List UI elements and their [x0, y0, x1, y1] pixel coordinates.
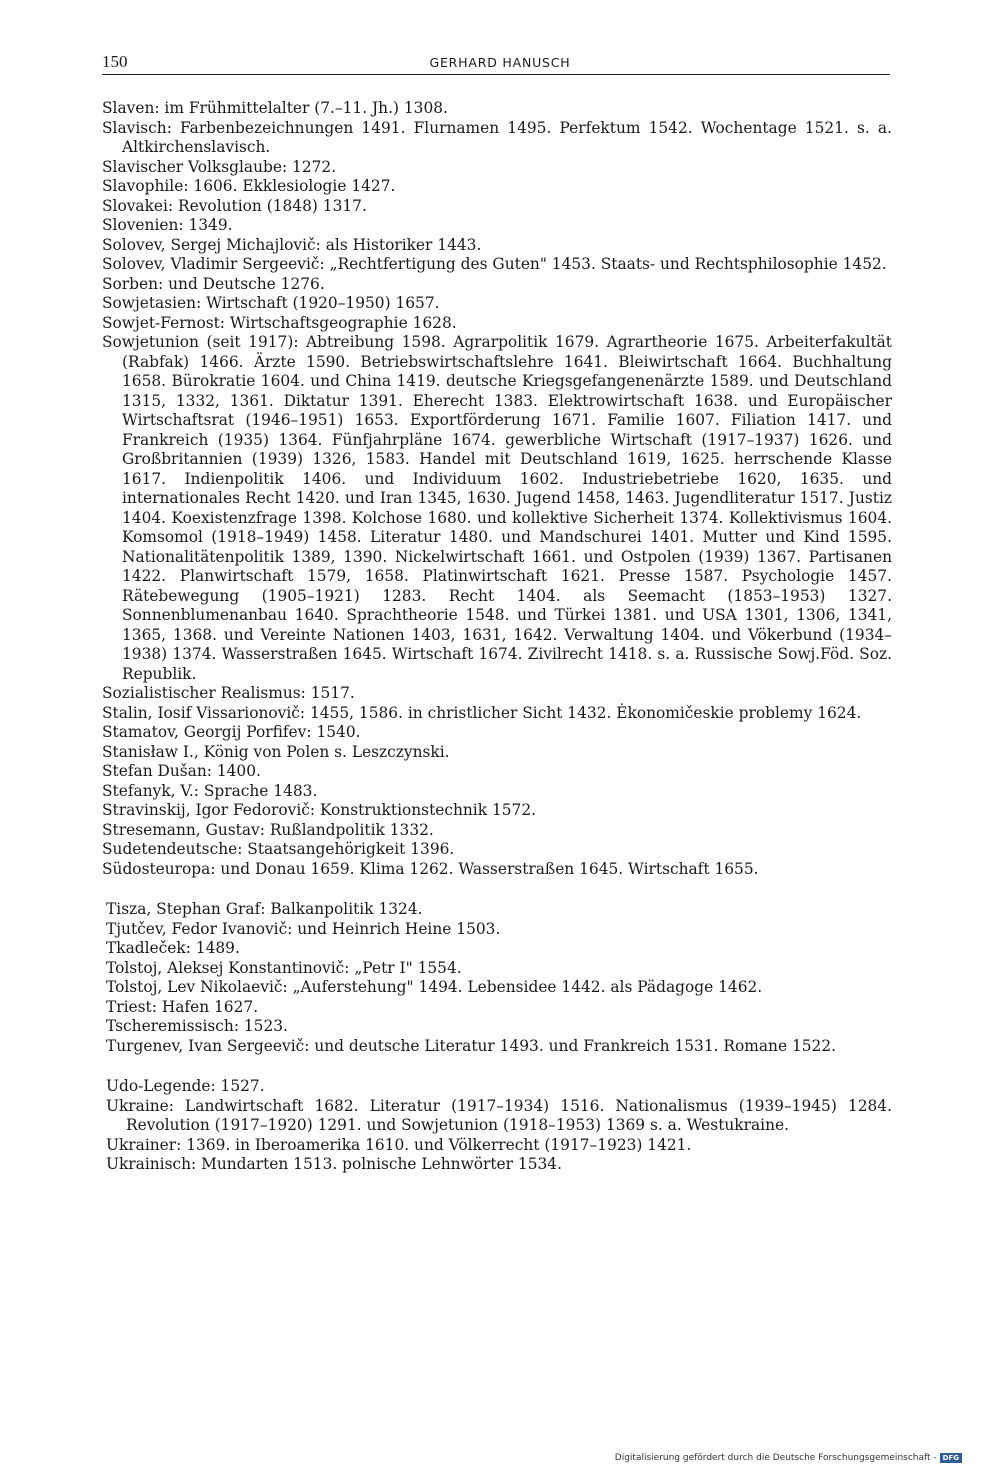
index-section	[102, 99, 892, 879]
index-entry: Slovenien: 1349.	[102, 216, 233, 234]
section-gap	[102, 879, 892, 900]
index-entry: Ukrainisch: Mundarten 1513. polnische Lehnwörter 1534.	[106, 1155, 562, 1173]
index-entry: Sowjetasien: Wirtschaft (1920–1950) 1657.	[102, 294, 440, 312]
index-entry: Slavisch: Farbenbezeichnungen 1491. Flurnamen 1495. Perfektum 1542. Wochentage 1521. s. a. Altkirchenslavisch.	[102, 118, 892, 156]
index-entry: Sowjet-Fernost: Wirtschaftsgeographie 1628.	[102, 313, 457, 332]
index-entry: Stefan Dušan: 1400.	[102, 762, 261, 780]
index-entry: Tjutčev, Fedor Ivanovič: und Heinrich Heine 1503.	[106, 919, 501, 938]
index-entry: Sorben: und Deutsche 1276.	[102, 274, 325, 293]
index-entry: Stanisław I., König von Polen s. Leszczynski.	[102, 742, 450, 761]
index-entry: Sowjetunion (seit 1917): Abtreibung 1598. Agrarpolitik 1679. Agrartheorie 1675. Arbeiterfakultät (Rabfak) 1466. Ärzte 1590. Betriebswirtschaftslehre 1641. Bleiwirtschaft 1664. Buchhaltung 1658. Bürokratie 1604. und China 1419. deutsche Kriegsgefangenenärzte 1589. und Deutschland 1315, 1332, 1361. Diktatur 1391. Eherecht 1383. Elektrowirtschaft 1638. und Europäischer Wirtschaftsrat (1946–1951) 1653. Exportförderung 1671. Familie 1607. Filiation 1417. und Frankreich (1935) 1364. Fünfjahrpläne 1674. gewerbliche Wirtschaft (1917–1937) 1626. und Großbritannien (1939) 1326, 1583. Handel mit Deutschland 1619, 1625. herrschende Klasse 1617. Indienpolitik 1406. und Individuum 1602. Industriebetriebe 1620, 1635. und internationales Recht 1420. und Iran 1345, 1630. Jugend 1458, 1463. Jugendliteratur 1517. Justiz 1404. Koexistenzfrage 1398. Kolchose 1680. und kollektive Sicherheit 1374. Kollektivismus 1604. Komsomol (1918–1949) 1458. Literatur 1480. und Mandschurei 1401. Mutter und Kind 1595. Nationalitätenpolitik 1389, 1390. Nickelwirtschaft 1661. und Ostpolen (1939) 1367. Partisanen 1422. Planwirtschaft 1579, 1658. Platinwirtschaft 1621. Presse 1587. Psychologie 1457. Rätebewegung (1905–1921) 1283. Recht 1404. als Seemacht (1853–1953) 1327. Sonnenblumenanbau 1640. Sprachtheorie 1548. und Türkei 1381. und USA 1301, 1306, 1341, 1365, 1368. und Vereinte Nationen 1403, 1631, 1642. Verwaltung 1404. und Vökerbund (1934–1938) 1374. Wasserstraßen 1645. Wirtschaft 1674. Zivilrecht 1418. s. a. Russische Sowj.Föd. Soz. Republik.	[102, 333, 892, 683]
index-entry: Stravinskij, Igor Fedorovič: Konstruktionstechnik 1572.	[102, 801, 537, 819]
index-entry: Südosteuropa: und Donau 1659. Klima 1262. Wasserstraßen 1645. Wirtschaft 1655.	[102, 859, 759, 878]
index-entry: Stalin, Iosif Vissarionovič: 1455, 1586. in christlicher Sicht 1432. Ėkonomičeskie problemy 1624.	[102, 703, 862, 722]
running-head: GERHARD HANUSCH	[429, 55, 571, 70]
index-entry: Tolstoj, Lev Nikolaevič: „Auferstehung" 1494. Lebensidee 1442. als Pädagoge 1462.	[106, 978, 763, 996]
header-rule	[102, 74, 890, 75]
index-entry: Tscheremissisch: 1523.	[106, 1017, 288, 1035]
dfg-logo: DFG	[940, 1453, 962, 1463]
index-entry: Stefanyk, V.: Sprache 1483.	[102, 781, 318, 800]
credit-text: Digitalisierung gefördert durch die Deutsche Forschungsgemeinschaft -	[614, 1453, 937, 1463]
index-entry: Stresemann, Gustav: Rußlandpolitik 1332.	[102, 820, 434, 839]
index-entry: Ukraine: Landwirtschaft 1682. Literatur (1917–1934) 1516. Nationalismus (1939–1945) 1284. Revolution (1917–1920) 1291. und Sowjetunion (1918–1953) 1369 s. a. Westukraine.	[106, 1096, 892, 1134]
index-entry: Ukrainer: 1369. in Iberoamerika 1610. und Völkerrecht (1917–1923) 1421.	[106, 1135, 692, 1154]
digitization-credit	[615, 1453, 962, 1463]
index-entry: Solovev, Vladimir Sergeevič: „Rechtfertigung des Guten" 1453. Staats- und Rechtsphilosophie 1452.	[102, 255, 887, 273]
page-number: 150	[102, 52, 128, 71]
index-entry: Sudetendeutsche: Staatsangehörigkeit 1396.	[102, 840, 455, 858]
index-entry: Triest: Hafen 1627.	[106, 997, 259, 1016]
index-entry: Tisza, Stephan Graf: Balkanpolitik 1324.	[106, 900, 423, 918]
index-section	[102, 1077, 892, 1175]
index-entry: Turgenev, Ivan Sergeevič: und deutsche Literatur 1493. und Frankreich 1531. Romane 1522.	[106, 1036, 837, 1055]
index-entry: Slavischer Volksglaube: 1272.	[102, 157, 337, 176]
index-entry: Tkadleček: 1489.	[106, 939, 240, 957]
index-entry: Slavophile: 1606. Ekklesiologie 1427.	[102, 177, 396, 195]
index-section	[102, 900, 892, 1056]
index-entry: Slaven: im Frühmittelalter (7.–11. Jh.) 1308.	[102, 99, 448, 117]
index-entry: Slovakei: Revolution (1848) 1317.	[102, 196, 367, 215]
index-entry: Sozialistischer Realismus: 1517.	[102, 684, 355, 702]
index-body	[102, 99, 892, 1175]
index-entry: Udo-Legende: 1527.	[106, 1077, 265, 1095]
section-gap	[102, 1056, 892, 1077]
index-entry: Stamatov, Georgij Porfifev: 1540.	[102, 723, 361, 741]
index-entry: Solovev, Sergej Michajlovič: als Historiker 1443.	[102, 235, 482, 254]
index-entry: Tolstoj, Aleksej Konstantinovič: „Petr I" 1554.	[106, 958, 462, 977]
